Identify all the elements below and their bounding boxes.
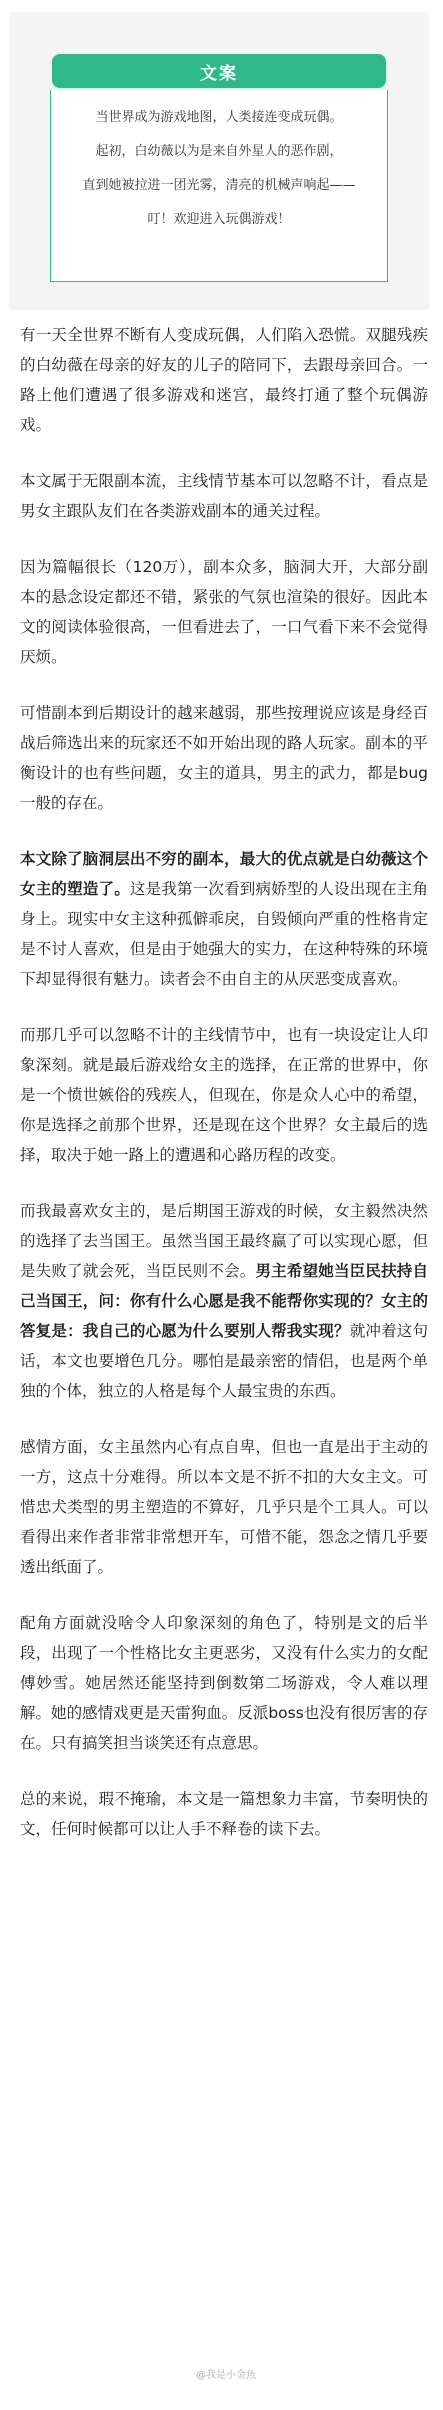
synopsis-line: 当世界成为游戏地图，人类接连变成玩偶。	[95, 110, 343, 125]
paragraph-king-game	[20, 1196, 428, 1406]
paragraph-heroine	[20, 844, 428, 994]
synopsis-title: 文案	[50, 52, 388, 90]
synopsis-line: 直到她被拉进一团光雾，清亮的机械声响起——	[82, 178, 356, 193]
paragraph-supporting: 配角方面就没啥令人印象深刻的角色了，特别是文的后半段，出现了一个性格比女主更恶劣，又没有什么实力的女配傅妙雪。她居然还能坚持到倒数第二场游戏，令人难以理解。她的感情戏更是天雷狗血。反派boss也没有很厉害的存在。只有搞笑担当谈笑还有点意思。	[20, 1614, 428, 1752]
watermark: @我是小金魚	[196, 2370, 256, 2381]
paragraph-length: 因为篇幅很长（120万），副本众多，脑洞大开，大部分副本的悬念设定都还不错，紧张的气氛也渲染的很好。因此本文的阅读体验很高，一但看进去了，一口气看下来不会觉得厌烦。	[20, 558, 428, 666]
synopsis-card	[10, 12, 428, 308]
paragraph-genre: 本文属于无限副本流，主线情节基本可以忽略不计，看点是男女主跟队友们在各类游戏副本的通关过程。	[20, 472, 428, 520]
king-game-comment: 就冲着这句话，本文也要增色几分。哪怕是最亲密的情侣，也是两个单独的个体，独立的人格是每个人最宝贵的东西。	[20, 1322, 428, 1400]
synopsis-line: 起初，白幼薇以为是来自外星人的恶作剧，	[95, 144, 343, 159]
paragraph-plot: 有一天全世界不断有人变成玩偶，人们陷入恐慌。双腿残疾的白幼薇在母亲的好友的儿子的陪同下，去跟母亲回合。一路上他们遭遇了很多游戏和迷宫，最终打通了整个玩偶游戏。	[20, 326, 428, 434]
review-article	[20, 320, 428, 1870]
king-game-intro: 而我最喜欢女主的，是后期国王游戏的时候，女主毅然决然的选择了去当国王。虽然当国王最终赢了可以实现心愿，但是失败了就会死，当臣民则不会。	[20, 1202, 428, 1280]
heroine-detail: 这是我第一次看到病娇型的人设出现在主角身上。现实中女主这种孤僻乖戾，自毁倾向严重的性格肯定是不讨人喜欢，但是由于她强大的实力，在这种特殊的环境下却显得很有魅力。读者会不由自主的从厌恶变成喜欢。	[20, 880, 428, 988]
synopsis-body	[50, 90, 388, 282]
paragraph-summary: 总的来说，瑕不掩瑜，本文是一篇想象力丰富，节奏明快的文，任何时候都可以让人手不释卷的读下去。	[20, 1790, 428, 1838]
synopsis-line: 叮！欢迎进入玩偶游戏！	[147, 212, 291, 227]
paragraph-weakness: 可惜副本到后期设计的越来越弱，那些按理说应该是身经百战后筛选出来的玩家还不如开始出现的路人玩家。副本的平衡设计的也有些问题，女主的道具，男主的武力，都是bug一般的存在。	[20, 704, 428, 812]
king-game-quote: 男主希望她当臣民扶持自己当国王，问：你有什么心愿是我不能帮你实现的？女主的答复是：我自己的心愿为什么要别人帮我实现？	[20, 1262, 428, 1340]
heroine-highlight: 本文除了脑洞层出不穷的副本，最大的优点就是白幼薇这个女主的塑造了。	[20, 850, 428, 898]
paragraph-romance: 感情方面，女主虽然内心有点自卑，但也一直是出于主动的一方，这点十分难得。所以本文是不折不扣的大女主文。可惜忠犬类型的男主塑造的不算好，几乎只是个工具人。可以看得出来作者非常非常想开车，可惜不能，怨念之情几乎要透出纸面了。	[20, 1438, 428, 1576]
paragraph-choice: 而那几乎可以忽略不计的主线情节中，也有一块设定让人印象深刻。就是最后游戏给女主的选择，在正常的世界中，你是一个愤世嫉俗的残疾人，但现在，你是众人心中的希望，你是选择之前那个世界，还是现在这个世界？女主最后的选择，取决于她一路上的遭遇和心路历程的改变。	[20, 1026, 428, 1164]
